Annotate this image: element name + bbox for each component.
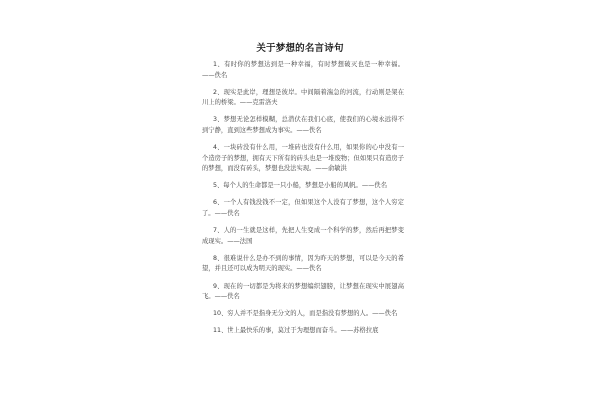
quote-item: 6、一个人有钱没钱不一定，但如果这个人没有了梦想，这个人穷定了。——佚名	[202, 199, 404, 218]
document-title: 关于梦想的名言诗句	[256, 43, 344, 54]
quote-item: 5、每个人的生命都是一只小船，梦想是小船的风帆。——佚名	[213, 182, 388, 190]
quote-item: 3、梦想无论怎样模糊，总潜伏在我们心底，使我们的心境永远得不到宁静，直到这些梦想成为事实。——佚名	[202, 116, 404, 134]
quote-item: 8、很难说什么是办不到的事情，因为昨天的梦想，可以是今天的希望，并且还可以成为明天的现实。——佚名	[202, 254, 404, 273]
quote-item: 4、一块砖没有什么用，一堆砖也没有什么用，如果你的心中没有一个造房子的梦想，拥有天下所有的砖头也是一堆废物；但如果只有造房子的梦想，而没有砖头，梦想也没法实现。——俞敏洪	[202, 144, 404, 173]
quote-item: 10、穷人并不是指身无分文的人，而是指没有梦想的人。——佚名	[213, 310, 398, 318]
quote-item: 7、人的一生就是这样，先把人生变成一个科学的梦，然后再把梦变成现实。——法国	[202, 227, 404, 245]
quote-item: 2、现实是此岸，理想是彼岸。中间隔着湍急的河流，行动则是架在川上的桥梁。——克雷洛夫	[202, 88, 404, 107]
quote-item: 11、世上最快乐的事，莫过于为理想而奋斗。——苏格拉底	[213, 327, 379, 335]
quote-item: 9、现在的一切都是为将来的梦想编织翅膀，让梦想在现实中展翅高飞。——佚名	[202, 282, 404, 301]
quote-item: 1、有时你的梦想达到是一种幸福，有时梦想破灭也是一种幸福。——佚名	[202, 61, 404, 79]
quote-list	[202, 60, 404, 343]
